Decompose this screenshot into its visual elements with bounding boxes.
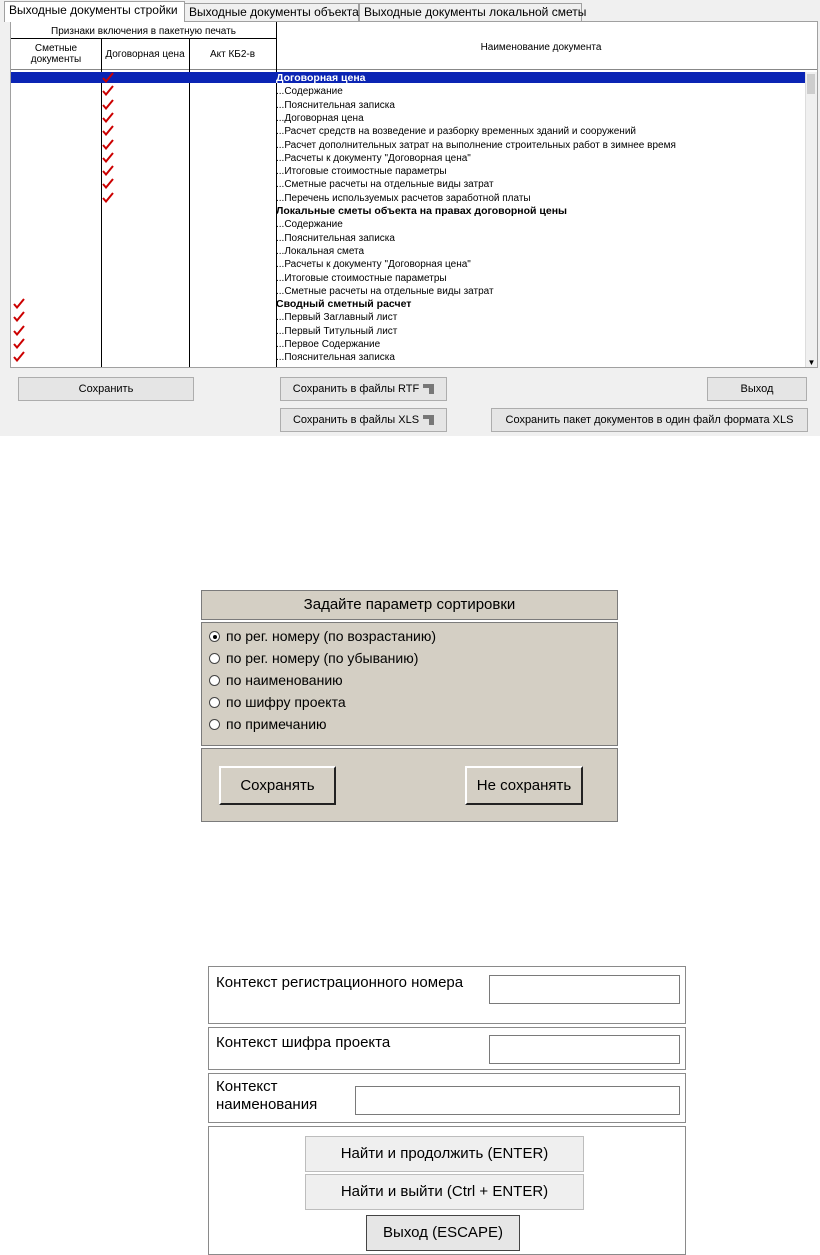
table-row[interactable] xyxy=(11,338,806,351)
tab-construction-docs[interactable]: Выходные документы стройки xyxy=(4,1,185,22)
doc-name-cell: ...Расчет средств на возведение и разборку временных зданий и сооружений xyxy=(276,126,636,138)
radio-button[interactable] xyxy=(209,675,220,686)
search-dialog xyxy=(205,964,688,1255)
reg-number-input[interactable] xyxy=(489,975,680,1004)
project-cipher-input[interactable] xyxy=(489,1035,680,1064)
doc-name-cell: ...Сметные расчеты на отдельные виды затрат xyxy=(276,179,494,191)
save-xls-label: Сохранить в файлы XLS xyxy=(292,414,420,426)
table-row[interactable] xyxy=(11,72,806,83)
doc-name-cell: Сводный сметный расчет xyxy=(276,298,412,311)
tab-local-estimate-docs[interactable]: Выходные документы локальной сметы xyxy=(359,3,582,21)
contract-price-check-icon[interactable] xyxy=(102,139,114,150)
header-col-estimate-docs: Сметные документы xyxy=(30,43,82,65)
reg-number-label: Контекст регистрационного номера xyxy=(216,974,464,991)
doc-name-cell: ...Пояснительная записка xyxy=(276,352,395,364)
header-group-label: Признаки включения в пакетную печать xyxy=(51,26,236,37)
sort-dialog xyxy=(200,590,619,827)
reg-number-row xyxy=(208,966,686,1024)
doc-name-cell: ...Содержание xyxy=(276,86,343,98)
table-row[interactable] xyxy=(11,245,806,258)
table-row[interactable] xyxy=(11,325,806,338)
table-row[interactable] xyxy=(11,285,806,298)
contract-price-check-icon[interactable] xyxy=(102,72,114,83)
table-row[interactable] xyxy=(11,125,806,138)
table-row[interactable] xyxy=(11,311,806,324)
doc-name-cell: ...Содержание xyxy=(276,219,343,231)
doc-name-cell: ...Пояснительная записка xyxy=(276,99,395,111)
sort-option-label: по рег. номеру (по возрастанию) xyxy=(226,628,437,644)
estimate-docs-check-icon[interactable] xyxy=(13,351,25,362)
project-cipher-label: Контекст шифра проекта xyxy=(216,1034,391,1051)
doc-name-cell: ...Договорная цена xyxy=(276,112,364,124)
sort-options-group xyxy=(201,622,618,746)
find-exit-button[interactable]: Найти и выйти (Ctrl + ENTER) xyxy=(305,1174,584,1210)
project-cipher-row xyxy=(208,1027,686,1070)
estimate-docs-check-icon[interactable] xyxy=(13,325,25,336)
table-row[interactable] xyxy=(11,218,806,231)
sort-option[interactable] xyxy=(209,670,343,690)
save-pack-xls-button[interactable]: Сохранить пакет документов в один файл формата XLS xyxy=(491,408,808,432)
radio-button[interactable] xyxy=(209,631,220,642)
doc-name-cell: ...Сметные расчеты на отдельные виды затрат xyxy=(276,285,494,297)
header-col-act-kb2: Акт КБ2-в xyxy=(209,49,256,60)
doc-name-cell: ...Локальная смета xyxy=(276,245,365,257)
doc-name-cell: ...Первый Титульный лист xyxy=(276,325,398,337)
table-row[interactable] xyxy=(11,85,806,98)
exit-button[interactable]: Выход xyxy=(707,377,807,401)
table-row[interactable] xyxy=(11,205,806,218)
documents-window xyxy=(0,0,820,436)
save-rtf-button[interactable] xyxy=(280,377,447,401)
contract-price-check-icon[interactable] xyxy=(102,192,114,203)
contract-price-check-icon[interactable] xyxy=(102,165,114,176)
contract-price-check-icon[interactable] xyxy=(102,178,114,189)
doc-name-cell: ...Итоговые стоимостные параметры xyxy=(276,272,447,284)
sort-option[interactable] xyxy=(209,648,418,668)
grid-scrollbar[interactable] xyxy=(805,72,817,367)
sort-option[interactable] xyxy=(209,714,327,734)
sort-buttons-group xyxy=(201,748,618,822)
scroll-thumb[interactable] xyxy=(807,74,815,94)
table-row[interactable] xyxy=(11,165,806,178)
doc-name-cell: Договорная цена xyxy=(276,72,366,84)
scroll-down-icon[interactable]: ▼ xyxy=(807,358,816,367)
nosave-sort-button[interactable]: Не сохранять xyxy=(465,766,583,805)
sort-option-label: по рег. номеру (по убыванию) xyxy=(226,650,419,666)
sort-option-label: по примечанию xyxy=(226,716,327,732)
contract-price-check-icon[interactable] xyxy=(102,152,114,163)
contract-price-check-icon[interactable] xyxy=(102,125,114,136)
table-row[interactable] xyxy=(11,232,806,245)
name-row xyxy=(208,1073,686,1123)
doc-name-cell: ...Пояснительная записка xyxy=(276,232,395,244)
save-button[interactable]: Сохранить xyxy=(18,377,194,401)
estimate-docs-check-icon[interactable] xyxy=(13,311,25,322)
name-label: Контекст наименования xyxy=(216,1078,318,1113)
table-row[interactable] xyxy=(11,298,806,311)
doc-name-cell: ...Первый Заглавный лист xyxy=(276,312,398,324)
estimate-docs-check-icon[interactable] xyxy=(13,338,25,349)
radio-button[interactable] xyxy=(209,719,220,730)
table-row[interactable] xyxy=(11,178,806,191)
doc-name-cell: ...Первое Содержание xyxy=(276,339,381,350)
sort-option-label: по шифру проекта xyxy=(226,694,346,710)
dropdown-arrow-icon xyxy=(423,384,434,394)
sort-option-label: по наименованию xyxy=(226,672,343,688)
sort-option[interactable] xyxy=(209,692,346,712)
table-row[interactable] xyxy=(11,351,806,364)
dropdown-arrow-icon xyxy=(423,415,434,425)
table-row[interactable] xyxy=(11,99,806,112)
header-col-contract-price: Договорная цена xyxy=(105,49,185,60)
save-sort-button[interactable]: Сохранять xyxy=(219,766,336,805)
doc-name-cell: ...Перечень используемых расчетов заработной платы xyxy=(276,192,531,204)
table-row[interactable] xyxy=(11,152,806,165)
save-xls-button[interactable] xyxy=(280,408,447,432)
table-row[interactable] xyxy=(11,272,806,285)
table-row[interactable] xyxy=(11,192,806,205)
name-input[interactable] xyxy=(355,1086,680,1115)
documents-grid xyxy=(10,21,818,368)
estimate-docs-check-icon[interactable] xyxy=(13,298,25,309)
doc-name-cell: ...Расчеты к документу "Договорная цена" xyxy=(276,259,471,271)
find-continue-button[interactable]: Найти и продолжить (ENTER) xyxy=(305,1136,584,1172)
doc-name-cell: ...Итоговые стоимостные параметры xyxy=(276,166,447,178)
doc-name-cell: ...Расчеты к документу "Договорная цена" xyxy=(276,152,471,164)
contract-price-check-icon[interactable] xyxy=(102,112,114,123)
search-exit-button[interactable]: Выход (ESCAPE) xyxy=(366,1215,520,1251)
sort-option[interactable] xyxy=(209,626,436,646)
radio-button[interactable] xyxy=(209,653,220,664)
table-row[interactable] xyxy=(11,258,806,271)
table-row[interactable] xyxy=(11,139,806,152)
doc-name-cell: ...Расчет дополнительных затрат на выполнение строительных работ в зимнее время xyxy=(276,139,676,151)
contract-price-check-icon[interactable] xyxy=(102,99,114,110)
contract-price-check-icon[interactable] xyxy=(102,85,114,96)
doc-name-cell: Локальные сметы объекта на правах договорной цены xyxy=(276,205,568,217)
radio-button[interactable] xyxy=(209,697,220,708)
save-rtf-label: Сохранить в файлы RTF xyxy=(292,383,420,395)
sort-dialog-title: Задайте параметр сортировки xyxy=(201,590,618,620)
header-col-doc-name: Наименование документа xyxy=(480,42,602,53)
table-row[interactable] xyxy=(11,112,806,125)
tab-object-docs[interactable]: Выходные документы объекта xyxy=(184,3,359,21)
search-buttons-group xyxy=(208,1126,686,1255)
